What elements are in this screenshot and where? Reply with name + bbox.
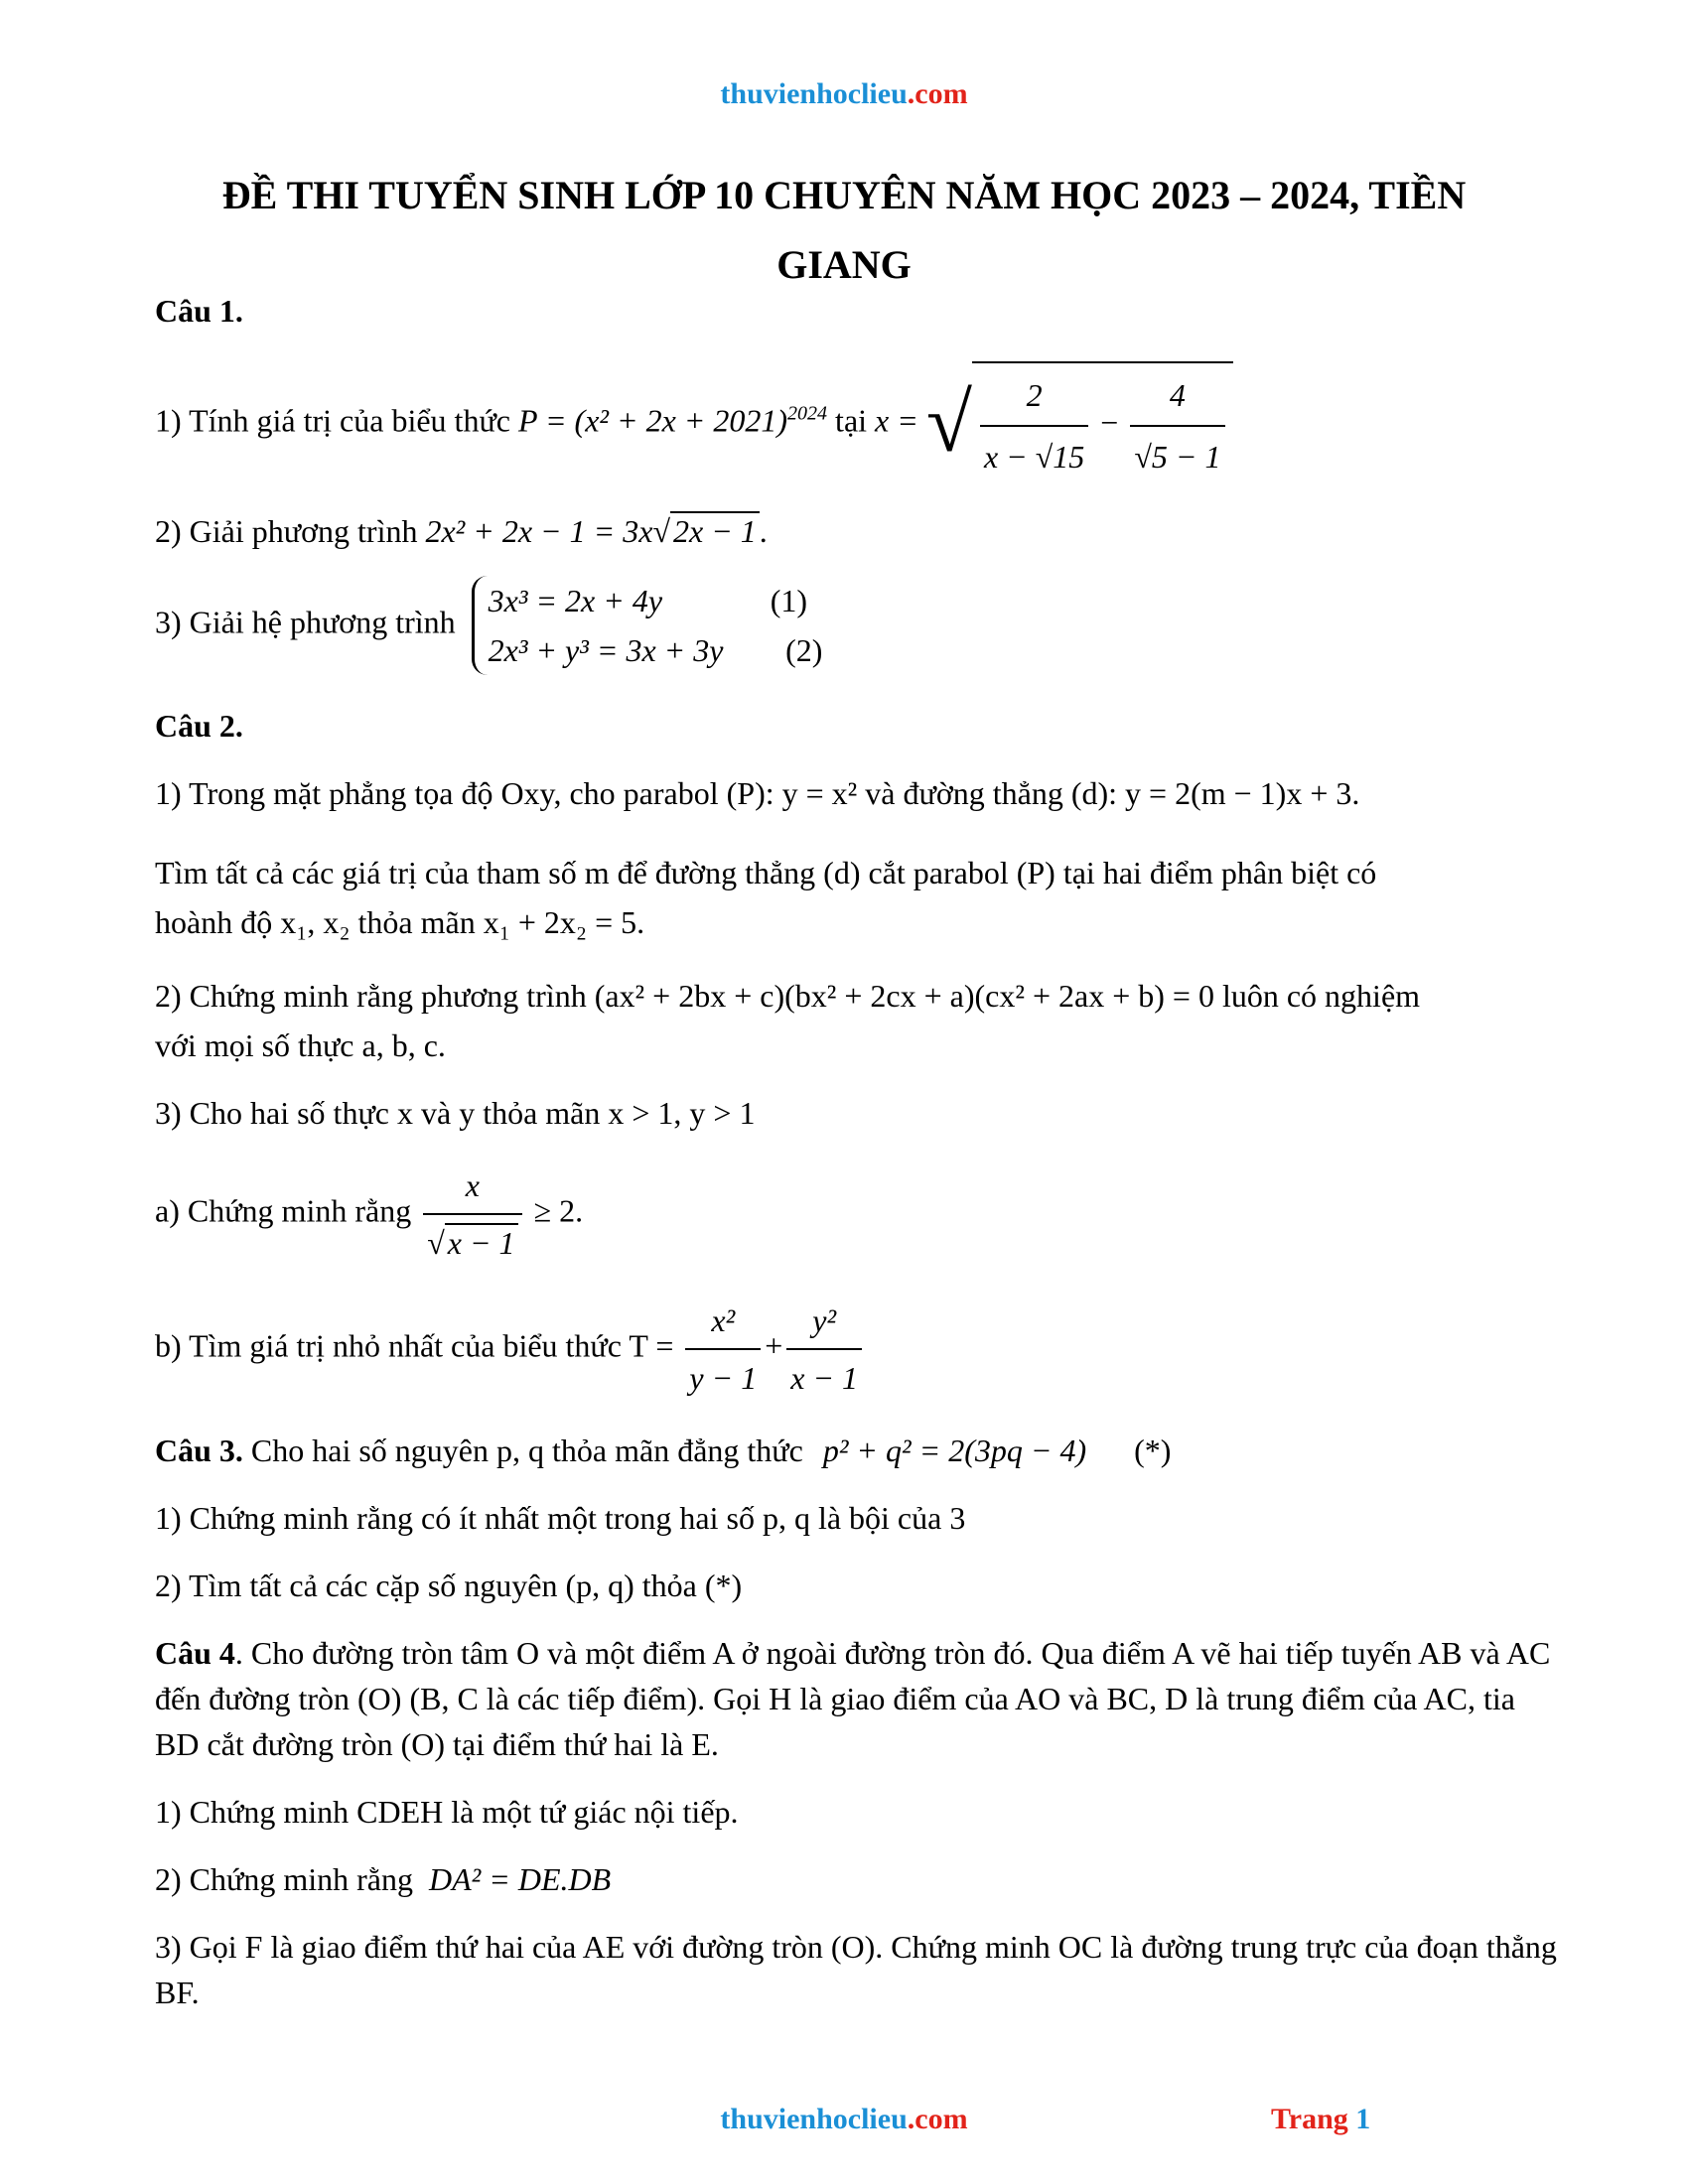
cau4-q3: 3) Gọi F là giao điểm thứ hai của AE với đường tròn (O). Chứng minh OC là đường trung trực của đoạn thẳng BF.	[155, 1929, 1557, 2010]
cau4-q2: 2) Chứng minh rằng DA² = DE.DB	[155, 1861, 612, 1897]
header-site-domain: .com	[907, 77, 968, 110]
cau2-qa: a) Chứng minh rằng $\frac{x}{√x - 1}$ ≥ 2.	[155, 1158, 1565, 1271]
cau3-intro: Câu 3. Cho hai số nguyên p, q thỏa mãn đẳng thức p² + q² = 2(3pq − 4) (*)	[155, 1433, 1172, 1468]
cau1-q1-sqrt: $\frac{2}{x - √15}$ − $\frac{4}{√5 - 1}$	[972, 361, 1233, 486]
cau2-q1-line1: 1) Trong mặt phẳng tọa độ Oxy, cho parabol (P): y = x² và đường thẳng (d): y = 2(m − 1)x + 3.	[155, 775, 1360, 811]
cau4-heading: Câu 4	[155, 1635, 235, 1671]
cau2-qb-frac2: $\frac{\text{y²}}{x - 1}$	[786, 1293, 862, 1406]
cau2-q3: 3) Cho hai số thực x và y thỏa mãn x > 1, y > 1	[155, 1095, 756, 1131]
exam-content	[155, 288, 1565, 2015]
cau2-q1-line3: hoành độ x₁, x₂ thỏa mãn x₁ + 2x₂ = 5.	[155, 904, 645, 940]
radical-sign: √	[925, 377, 972, 470]
cau4-q1: 1) Chứng minh CDEH là một tứ giác nội tiếp.	[155, 1794, 739, 1830]
cau2-heading: Câu 2.	[155, 708, 243, 744]
footer-site-name: thuvienhoclieu	[720, 2103, 908, 2135]
footer-site-link[interactable]	[0, 2103, 1688, 2136]
cau3-q1: 1) Chứng minh rằng có ít nhất một trong hai số p, q là bội của 3	[155, 1500, 966, 1536]
cau1-heading: Câu 1.	[155, 293, 243, 329]
cau1-q1-expr: P = (x² + 2x + 2021)	[517, 402, 788, 439]
cau1-q1: 1) Tính giá trị của biểu thức $P = (x^2 + 2x + 2021)^{2024}$ tại x = √ $\frac{2}{x - √15}$ − $\frac{4}{√5 - 1}$	[155, 361, 1565, 486]
footer-site-domain: .com	[907, 2103, 968, 2135]
cau2-qb-frac1: $\frac{\text{x²}}{y - 1}$	[685, 1293, 761, 1406]
cau4-intro: Câu 4. Cho đường tròn tâm O và một điểm A ở ngoài đường tròn đó. Qua điểm A vẽ hai tiếp tuyến AB và AC đến đường tròn (O) (B, C là các tiếp điểm). Gọi H là giao điểm của AO và BC, D là trung điểm của AC, tia BD cắt đường tròn (O) tại điểm thứ hai là E.	[155, 1635, 1551, 1762]
header-site-name: thuvienhoclieu	[720, 77, 908, 110]
cau1-q3-system: 3x³ = 2x + 4y (1) 2x³ + y³ = 3x + 3y (2)	[472, 576, 823, 675]
cau4-q2-expr: DA² = DE.DB	[428, 1861, 612, 1897]
cau2-qb: b) Tìm giá trị nhỏ nhất của biểu thức T = $\frac{\text{x²}}{y - 1}$ + $\frac{\text{y²}}{x - 1}$	[155, 1293, 1565, 1406]
cau1-q1-frac2: $\frac{4}{√5 - 1}$	[1130, 365, 1224, 486]
cau1-q3: 3) Giải hệ phương trình 3x³ = 2x + 4y (1) 2x³ + y³ = 3x + 3y (2)	[155, 576, 1565, 675]
cau2-q2-line2: với mọi số thực a, b, c.	[155, 1027, 446, 1063]
cau3-q2: 2) Tìm tất cả các cặp số nguyên (p, q) thỏa (*)	[155, 1568, 743, 1603]
page-title: ĐỀ THI TUYỂN SINH LỚP 10 CHUYÊN NĂM HỌC 2023 – 2024, TIỀN GIANG	[221, 173, 1467, 287]
cau1-q2: 2) Giải phương trình 2x² + 2x − 1 = 3x√2x − 1.	[155, 513, 768, 549]
cau1-q1-frac1: $\frac{2}{x - √15}$	[980, 365, 1088, 486]
cau2-qa-frac: $\frac{x}{√x - 1}$	[423, 1158, 521, 1271]
cau2-q1-line2: Tìm tất cả các giá trị của tham số m để đường thẳng (d) cắt parabol (P) tại hai điểm phân biệt có	[155, 855, 1377, 890]
cau3-heading: Câu 3.	[155, 1433, 243, 1468]
cau3-eq: p² + q² = 2(3pq − 4)	[822, 1433, 1087, 1468]
page-number: Trang 1	[1271, 2103, 1371, 2135]
header-site-link[interactable]	[0, 77, 1688, 111]
cau2-q2-line1: 2) Chứng minh rằng phương trình (ax² + 2bx + c)(bx² + 2cx + a)(cx² + 2ax + b) = 0 luôn có nghiệm	[155, 978, 1421, 1014]
